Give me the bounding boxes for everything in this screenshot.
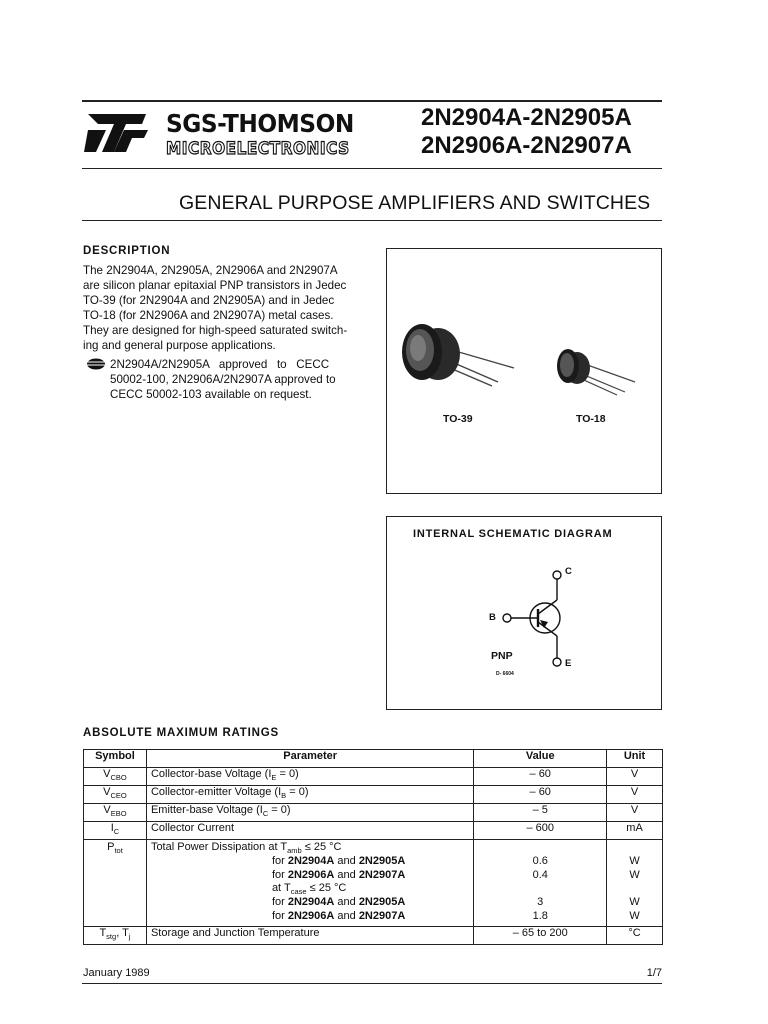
to18-label: TO-18: [576, 413, 606, 425]
col-unit-header: Unit: [607, 750, 663, 768]
cecc-note-line: CECC 50002-103 available on request.: [110, 388, 312, 401]
part-numbers-line1: 2N2904A-2N2905A: [421, 104, 632, 131]
to39-package-image: [398, 318, 518, 388]
brand-name: SGS-THOMSON: [166, 109, 354, 138]
st-logo: [84, 108, 152, 154]
symbol-cell: $V_{CEO}$: [84, 786, 147, 804]
ptot-unit: W: [629, 909, 640, 922]
description-line: TO-18 (for 2N2906A and 2N2907A) metal cases.: [83, 309, 334, 322]
title-under-rule: [82, 220, 662, 221]
pin-c-label: C: [565, 566, 572, 577]
table-row-ptot: [84, 840, 663, 927]
table-header-row: [84, 750, 663, 768]
unit-cell: mA: [607, 822, 663, 840]
footer-page-number: 1/7: [646, 967, 662, 979]
symbol-cell: $I_C$: [84, 822, 147, 840]
ptot-line-a2: for 2N2906A and 2N2907A: [271, 868, 406, 881]
value-cell: [474, 840, 607, 927]
ptot-unit: W: [629, 896, 640, 909]
ratings-table: [83, 749, 663, 945]
ptot-line-amb: Total Power Dissipation at $T_{amb} \le 25$ °C: [150, 841, 342, 855]
to18-package-image: [555, 346, 639, 396]
ptot-value: 0.6: [532, 854, 548, 867]
part-numbers-line2: 2N2906A-2N2907A: [421, 132, 632, 159]
cecc-bullet-icon: [86, 357, 106, 369]
ptot-line-a3: for 2N2904A and 2N2905A: [271, 896, 406, 909]
col-symbol-header: Symbol: [84, 750, 147, 768]
ptot-value: 1.8: [532, 909, 548, 922]
footer-rule: [82, 983, 662, 984]
value-cell: – 65 to 200: [474, 926, 607, 944]
symbol-cell: $V_{CBO}$: [84, 768, 147, 786]
unit-cell: [607, 840, 663, 927]
cecc-note-line: 50002-100, 2N2906A/2N2907A approved to: [110, 373, 336, 386]
unit-cell: V: [607, 786, 663, 804]
table-row: [84, 768, 663, 786]
ptot-value: 3: [537, 896, 544, 909]
col-value-header: Value: [474, 750, 607, 768]
ptot-unit: W: [629, 854, 640, 867]
parameter-cell: Emitter-base Voltage $(I_C = 0)$: [146, 804, 473, 822]
value-cell: – 5: [474, 804, 607, 822]
symbol-cell: $V_{EBO}$: [84, 804, 147, 822]
parameter-cell: Collector-base Voltage $(I_E = 0)$: [146, 768, 473, 786]
table-row: [84, 786, 663, 804]
drawing-code: D- 6604: [496, 671, 514, 677]
ptot-line-a1: for 2N2904A and 2N2905A: [271, 854, 406, 867]
description-body: [83, 263, 368, 353]
header-top-rule: [82, 100, 662, 102]
description-line: are silicon planar epitaxial PNP transistors in Jedec: [83, 279, 347, 292]
ptot-unit: W: [629, 868, 640, 881]
ptot-line-case: at $T_{case} \le 25$ °C: [271, 882, 347, 897]
col-parameter-header: Parameter: [146, 750, 473, 768]
value-cell: – 60: [474, 786, 607, 804]
parameter-cell: [146, 840, 473, 927]
unit-cell: V: [607, 804, 663, 822]
description-line: They are designed for high-speed saturated switch-: [83, 324, 348, 337]
description-line: The 2N2904A, 2N2905A, 2N2906A and 2N2907A: [83, 264, 338, 277]
pin-b-label: B: [489, 612, 496, 623]
cecc-note: [110, 357, 360, 402]
value-cell: – 600: [474, 822, 607, 840]
table-row: [84, 804, 663, 822]
brand-division: MICROELECTRONICS: [166, 139, 350, 159]
pin-e-label: E: [565, 658, 572, 669]
cecc-note-line: 2N2904A/2N2905A approved to CECC: [110, 358, 330, 371]
transistor-type-label: PNP: [491, 650, 513, 662]
table-row: [84, 822, 663, 840]
to39-label: TO-39: [443, 413, 473, 425]
parameter-cell: Collector Current: [146, 822, 473, 840]
value-cell: – 60: [474, 768, 607, 786]
symbol-cell: $T_{stg}$, $T_j$: [84, 926, 147, 944]
schematic-title: INTERNAL SCHEMATIC DIAGRAM: [413, 528, 613, 540]
parameter-cell: Storage and Junction Temperature: [146, 926, 473, 944]
description-heading: DESCRIPTION: [83, 245, 171, 257]
unit-cell: V: [607, 768, 663, 786]
parameter-cell: Collector-emitter Voltage $(I_B = 0)$: [146, 786, 473, 804]
unit-cell: °C: [607, 926, 663, 944]
table-row: [84, 926, 663, 944]
page-title: GENERAL PURPOSE AMPLIFIERS AND SWITCHES: [179, 192, 651, 214]
ptot-value: 0.4: [532, 868, 548, 881]
ptot-line-a4: for 2N2906A and 2N2907A: [271, 909, 406, 922]
header-mid-rule: [82, 168, 662, 169]
description-line: ing and general purpose applications.: [83, 339, 276, 352]
footer-date: January 1989: [83, 967, 150, 979]
description-line: TO-39 (for 2N2904A and 2N2905A) and in Jedec: [83, 294, 335, 307]
ratings-heading: ABSOLUTE MAXIMUM RATINGS: [83, 727, 279, 739]
symbol-cell: $P_{tot}$: [84, 840, 147, 927]
